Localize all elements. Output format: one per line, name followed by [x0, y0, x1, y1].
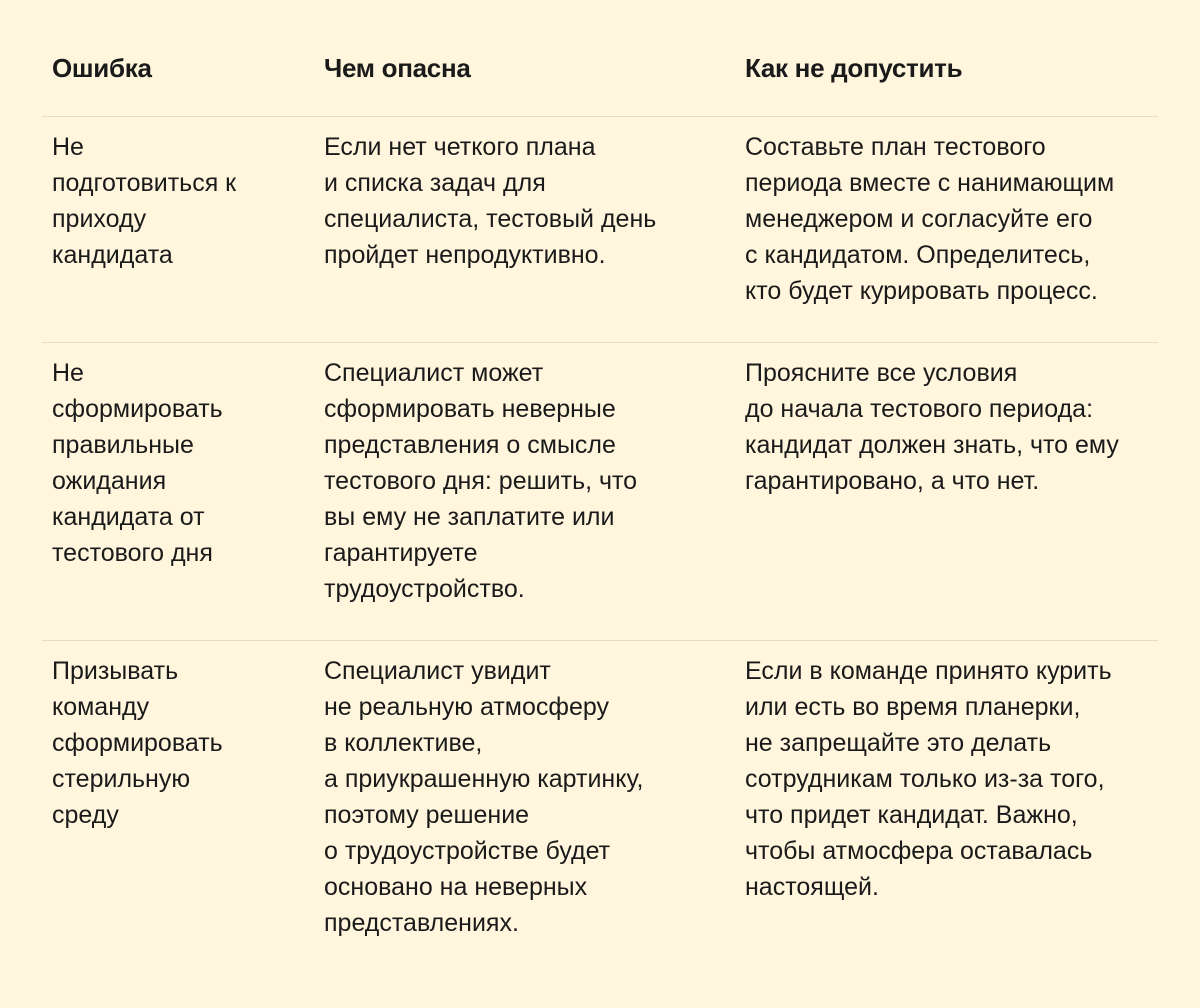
cell-prevention: Составьте план тестового периода вместе с нанимающим менеджером и согласуйте его с кандидатом. Определитесь, кто будет курировать процесс.: [745, 133, 1115, 305]
header-mistake: Ошибка: [52, 53, 152, 83]
table-row: [42, 117, 1158, 343]
header-danger: Чем опасна: [324, 53, 471, 83]
cell-danger: Специалист увидит не реальную атмосферу в коллективе, а приукрашенную картинку, поэтому решение о трудоустройстве будет основано на неверных представлениях.: [324, 657, 644, 937]
cell-prevention: Проясните все условия до начала тестового периода: кандидат должен знать, что ему гарантировано, а что нет.: [745, 359, 1119, 495]
cell-mistake: Призывать команду сформировать стерильную среду: [52, 657, 223, 829]
cell-prevention: Если в команде принято курить или есть во время планерки, не запрещайте это делать сотрудникам только из-за того, что придет кандидат. Важно, чтобы атмосфера оставалась настоящей.: [745, 657, 1112, 901]
cell-mistake: Не подготовиться к приходу кандидата: [52, 133, 237, 269]
table-row: [42, 343, 1158, 641]
header-prevention: Как не допустить: [745, 53, 963, 83]
table-header-row: [42, 0, 1158, 117]
table-row: [42, 641, 1158, 1001]
cell-danger: Специалист может сформировать неверные представления о смысле тестового дня: решить, что вы ему не заплатите или гарантируете трудоустройство.: [324, 359, 638, 603]
mistakes-table: [42, 0, 1158, 1001]
cell-danger: Если нет четкого плана и списка задач для специалиста, тестовый день пройдет непродуктивно.: [324, 133, 657, 269]
cell-mistake: Не сформировать правильные ожидания кандидата от тестового дня: [52, 359, 223, 567]
